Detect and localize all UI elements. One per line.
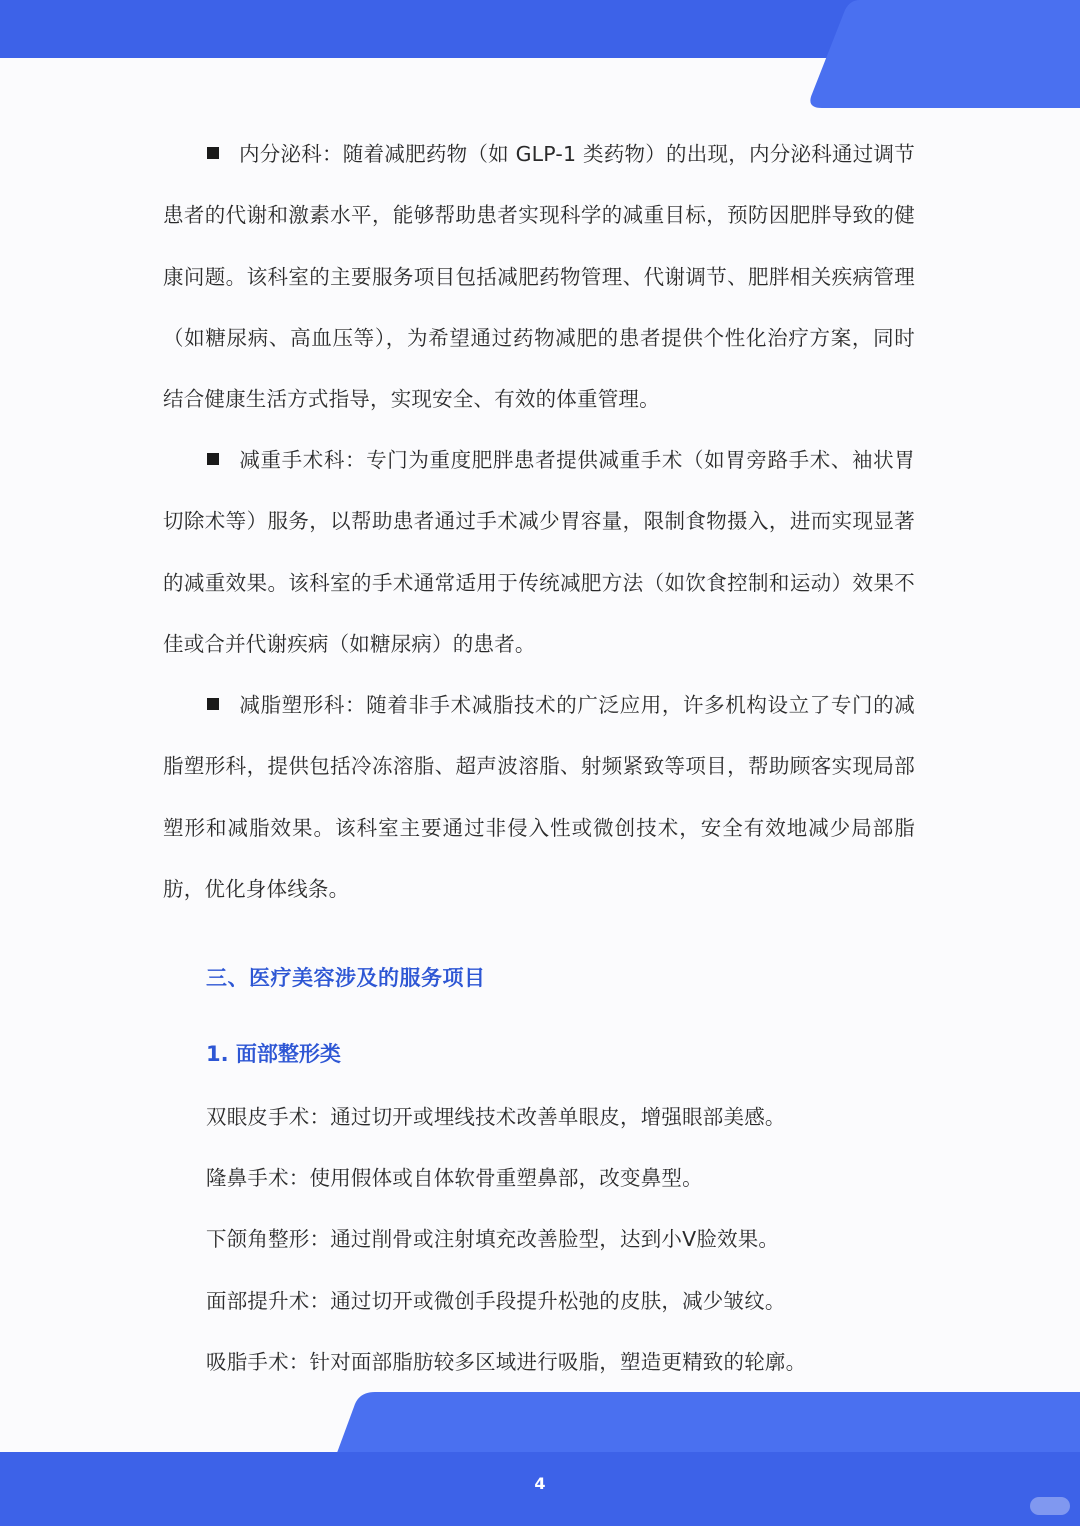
- list-item: 面部提升术：通过切开或微创手段提升松弛的皮肤，减少皱纹。: [206, 1289, 786, 1313]
- bullet-square-icon: [207, 453, 219, 465]
- bullet-square-icon: [207, 698, 219, 710]
- list-item: 吸脂手术：针对面部脂肪较多区域进行吸脂，塑造更精致的轮廓。: [206, 1350, 807, 1374]
- list-item: 下颌角整形：通过削骨或注射填充改善脸型，达到小V脸效果。: [206, 1227, 780, 1251]
- sub-heading: 1. 面部整形类: [206, 1042, 341, 1066]
- header-band-tab: [810, 0, 1080, 108]
- paragraph-endocrinology: [163, 124, 915, 430]
- bullet-square-icon: [207, 147, 219, 159]
- paragraph-text: 减脂塑形科：随着非手术减脂技术的广泛应用，许多机构设立了专门的减脂塑形科，提供包括冷冻溶脂、超声波溶脂、射频紧致等项目，帮助顾客实现局部塑形和减脂效果。该科室主要通过非侵入性或微创技术，安全有效地减少局部脂肪，优化身体线条。: [163, 693, 915, 901]
- paragraph-text: 内分泌科：随着减肥药物（如 GLP-1 类药物）的出现，内分泌科通过调节患者的代谢和激素水平，能够帮助患者实现科学的减重目标，预防因肥胖导致的健康问题。该科室的主要服务项目包括减肥药物管理、代谢调节、肥胖相关疾病管理（如糖尿病、高血压等），为希望通过药物减肥的患者提供个性化治疗方案，同时结合健康生活方式指导，实现安全、有效的体重管理。: [163, 142, 915, 412]
- list-item: 隆鼻手术：使用假体或自体软骨重塑鼻部，改变鼻型。: [206, 1166, 703, 1190]
- footer-band: [0, 1392, 1080, 1526]
- header-band: [0, 0, 1080, 110]
- section-heading: 三、医疗美容涉及的服务项目: [206, 966, 486, 990]
- page-number: 4: [534, 1474, 546, 1493]
- paragraph-text: 减重手术科：专门为重度肥胖患者提供减重手术（如胃旁路手术、袖状胃切除术等）服务，以帮助患者通过手术减少胃容量，限制食物摄入，进而实现显著的减重效果。该科室的手术通常适用于传统减肥方法（如饮食控制和运动）效果不佳或合并代谢疾病（如糖尿病）的患者。: [163, 448, 915, 656]
- paragraph-bariatric-surgery: [163, 430, 915, 675]
- paragraph-body-sculpting: [163, 675, 915, 920]
- watermark-badge: [1030, 1497, 1070, 1515]
- list-item: 双眼皮手术：通过切开或埋线技术改善单眼皮，增强眼部美感。: [206, 1105, 786, 1129]
